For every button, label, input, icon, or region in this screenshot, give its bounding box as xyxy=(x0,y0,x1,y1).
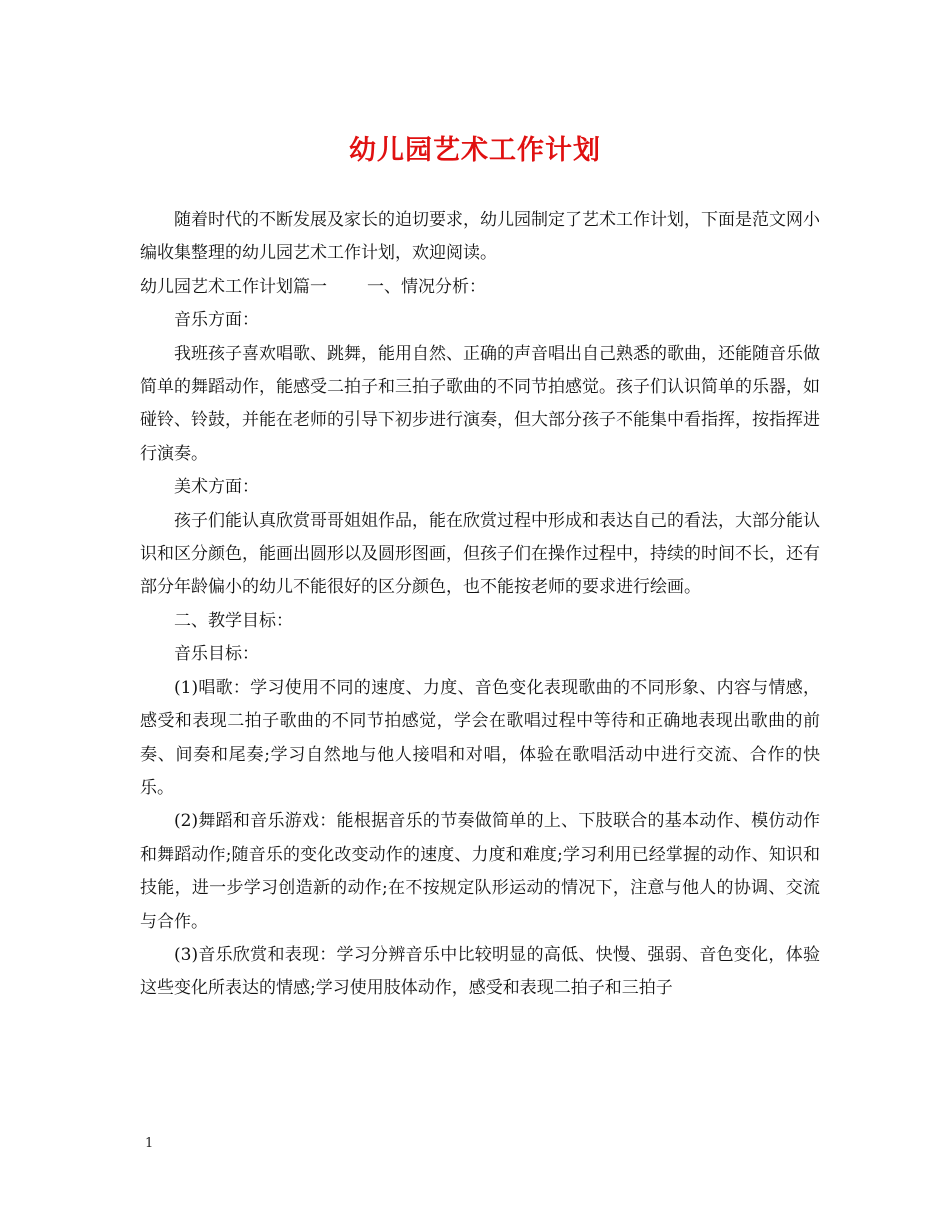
goal-singing-paragraph: (1)唱歌：学习使用不同的速度、力度、音色变化表现歌曲的不同形象、内容与情感，感受和表现二拍子歌曲的不同节拍感觉，学会在歌唱过程中等待和正确地表现出歌曲的前奏、间奏和尾奏;学习自然地与他人接唱和对唱，体验在歌唱活动中进行交流、合作的快乐。 xyxy=(140,677,820,798)
intro-paragraph: 随着时代的不断发展及家长的迫切要求，幼儿园制定了艺术工作计划，下面是范文网小编收集整理的幼儿园艺术工作计划，欢迎阅读。 xyxy=(140,210,820,264)
goal-appreciation-paragraph: (3)音乐欣赏和表现：学习分辨音乐中比较明显的高低、快慢、强弱、音色变化，体验这些变化所表达的情感;学习使用肢体动作，感受和表现二拍子和三拍子 xyxy=(140,944,820,999)
goal-dance-paragraph: (2)舞蹈和音乐游戏：能根据音乐的节奏做简单的上、下肢联合的基本动作、模仿动作和舞蹈动作;随音乐的变化改变动作的速度、力度和难度;学习利用已经掌握的动作、知识和技能，进一步学习创造新的动作;在不按规定队形运动的情况下，注意与他人的协调、交流与合作。 xyxy=(140,811,820,932)
art-heading: 美术方面： xyxy=(174,477,259,498)
music-paragraph: 我班孩子喜欢唱歌、跳舞，能用自然、正确的声音唱出自己熟悉的歌曲，还能随音乐做简单的舞蹈动作，能感受二拍子和三拍子歌曲的不同节拍感觉。孩子们认识简单的乐器，如碰铃、铃鼓，并能在老师的引导下初步进行演奏，但大部分孩子不能集中看指挥，按指挥进行演奏。 xyxy=(140,343,820,464)
music-goals-heading: 音乐目标： xyxy=(174,644,259,665)
art-paragraph: 孩子们能认真欣赏哥哥姐姐作品，能在欣赏过程中形成和表达自己的看法，大部分能认识和区分颜色，能画出圆形以及圆形图画，但孩子们在操作过程中，持续的时间不长，还有部分年龄偏小的幼儿不能很好的区分颜色，也不能按老师的要求进行绘画。 xyxy=(140,510,820,598)
section-heading-subtitle: 一、情况分析： xyxy=(367,276,486,297)
goals-heading: 二、教学目标： xyxy=(174,610,293,631)
page-number: 1 xyxy=(145,1136,154,1151)
document-body xyxy=(140,204,820,1006)
music-heading: 音乐方面： xyxy=(174,310,259,331)
document-title: 幼儿园艺术工作计划 xyxy=(349,135,601,166)
section-heading xyxy=(140,271,820,304)
section-heading-title: 幼儿园艺术工作计划篇一 xyxy=(140,276,327,297)
